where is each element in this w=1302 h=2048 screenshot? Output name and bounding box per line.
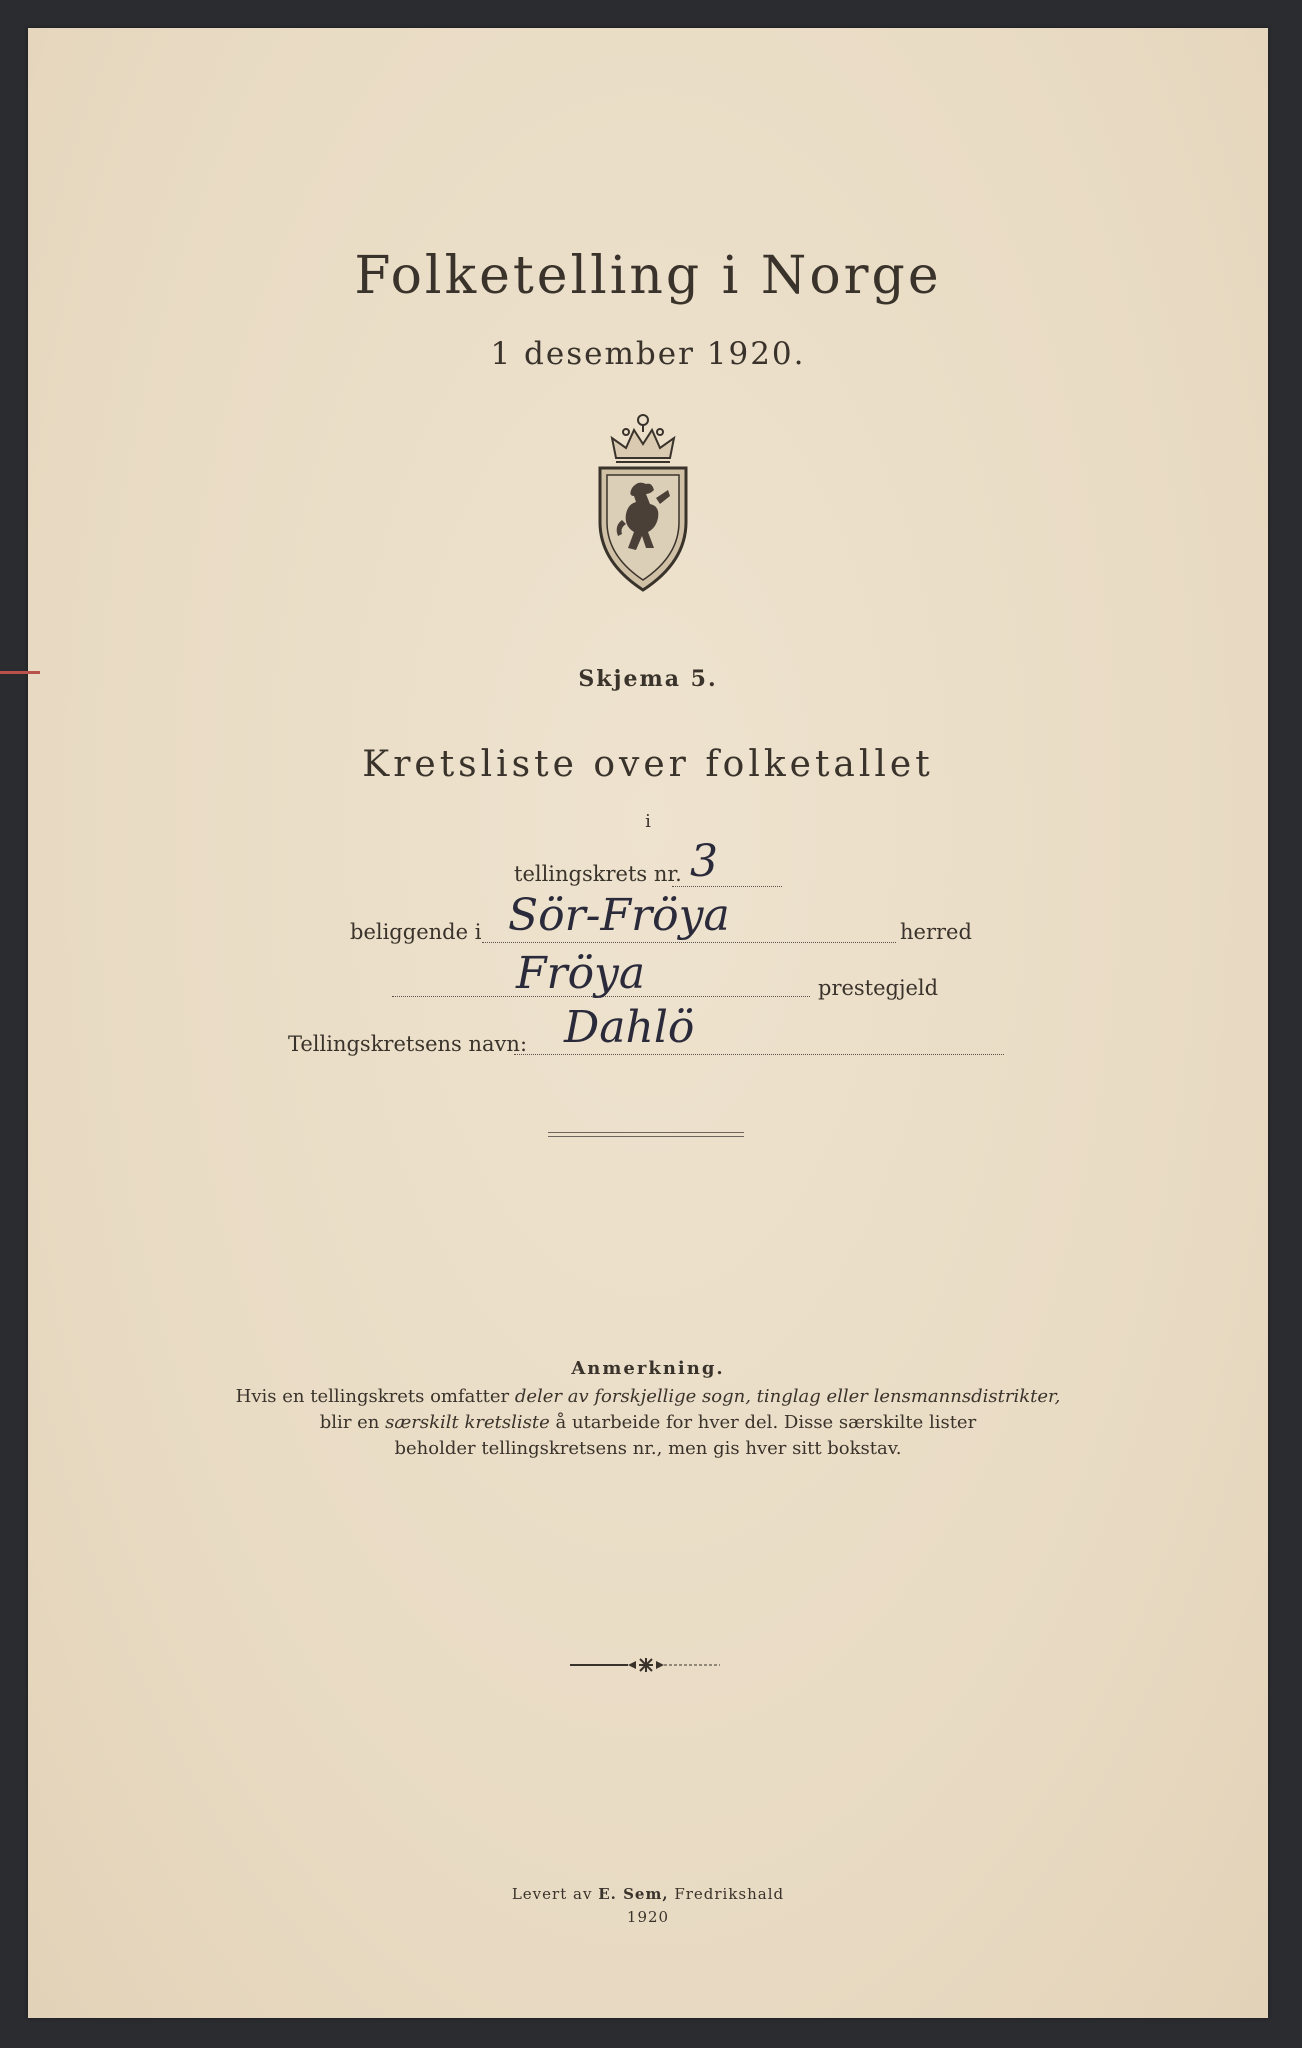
tellingskrets-dotline [672,886,782,887]
tellingskrets-value: 3 [690,836,718,887]
divider-rule-bottom [548,1136,744,1137]
kretsnavn-dotline [514,1054,1004,1055]
schema-number: Skjema 5. [578,666,718,692]
herred-label: herred [900,920,972,944]
tellingskrets-label: tellingskrets nr. [514,862,682,886]
heading-sub: i [645,811,651,832]
note-line-3: beholder tellingskretsens nr., men gis hver sitt bokstav. [394,1438,902,1459]
herred-value: Sör-Fröya [508,890,730,941]
printer-credit: Levert av E. Sem, Fredrikshald [511,1885,785,1903]
prestegjeld-label: prestegjeld [818,976,939,1000]
document-date: 1 desember 1920. [490,336,806,372]
document-title: Folketelling i Norge [354,246,942,306]
kretsnavn-label: Tellingskretsens navn: [288,1032,528,1056]
note-line-1: Hvis en tellingskrets omfatter deler av forskjellige sogn, tinglag eller lensmannsdistrikter, [235,1386,1061,1407]
prestegjeld-value: Fröya [516,948,646,999]
ornament-divider-icon [568,1658,724,1672]
printer-year: 1920 [626,1908,670,1926]
form-heading: Kretsliste over folketallet [362,744,934,785]
norwegian-lion-coat-of-arms-icon [594,402,692,598]
divider-rule-top [548,1132,744,1133]
note-title: Anmerkning. [571,1358,725,1379]
herred-dotline [482,942,896,943]
kretsnavn-value: Dahlö [564,1002,695,1053]
beliggende-label: beliggende i [350,920,482,944]
census-form-page [28,28,1268,2018]
note-line-2: blir en særskilt kretsliste å utarbeide for hver del. Disse særskilte lister [319,1412,977,1433]
